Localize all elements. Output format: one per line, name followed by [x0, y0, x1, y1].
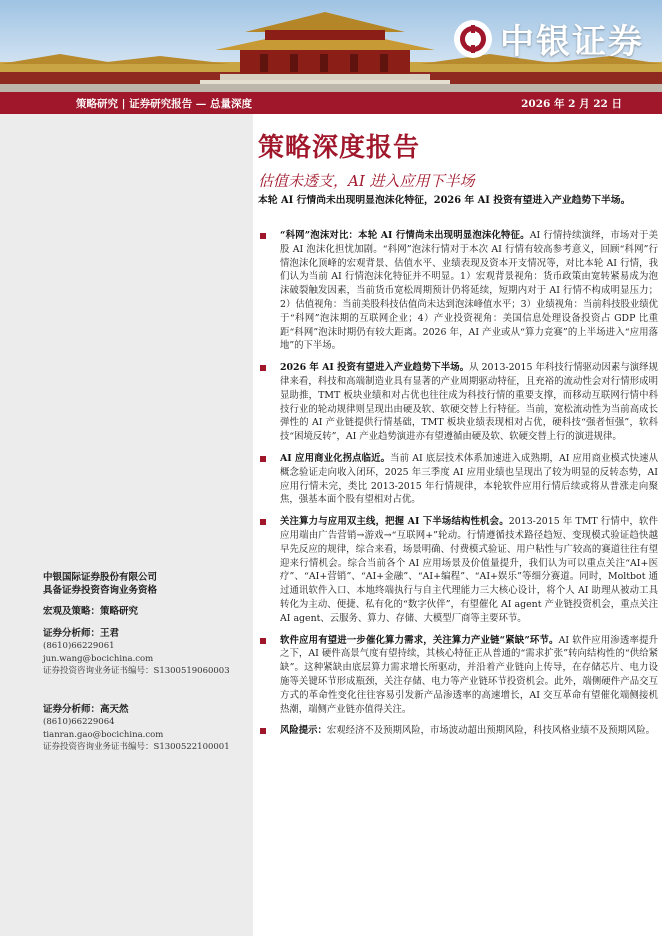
report-category: 策略研究 | 证券研究报告 — 总量深度	[76, 97, 252, 110]
list-item	[258, 452, 658, 507]
bullet-square-icon	[260, 456, 266, 462]
key-points	[258, 229, 658, 746]
header-bar	[40, 92, 662, 114]
license-statement: 具备证券投资咨询业务资格	[43, 584, 158, 596]
list-item	[258, 515, 658, 625]
bullet-lead: 2026 年 AI 投资有望进入产业趋势下半场。	[280, 362, 470, 374]
sidebar	[0, 114, 253, 936]
bullet-square-icon	[260, 365, 266, 371]
brand-lockup	[454, 14, 644, 63]
analyst-card	[43, 628, 248, 678]
bullet-lead: 关注算力与应用双主线，把握 AI 下半场结构性机会。	[280, 516, 509, 528]
brand-name: 中银证券	[500, 22, 644, 62]
bullet-square-icon	[260, 233, 266, 239]
analyst-email[interactable]: jun.wang@bocichina.com	[43, 653, 154, 664]
bullet-square-icon	[260, 519, 266, 525]
analyst-email[interactable]: tianran.gao@bocichina.com	[43, 729, 164, 740]
bullet-lead: “科网”泡沫对比：本轮 AI 行情尚未出现明显泡沫化特征。	[280, 230, 530, 241]
report-date: 2026 年 2 月 22 日	[521, 97, 622, 110]
bullet-lead: AI 应用商业化拐点临近。	[280, 452, 391, 464]
analyst-cert: 证券投资咨询业务证书编号：S1300522100001	[43, 742, 230, 752]
analyst-phone: (8610)66229064	[43, 717, 115, 727]
analyst-cert: 证券投资咨询业务证书编号：S1300519060003	[43, 666, 230, 676]
analyst-card	[43, 704, 248, 754]
header-bar-left-strip	[0, 92, 40, 114]
analyst-phone: (8610)66229061	[43, 641, 115, 651]
bullet-body: 宏观经济不及预期风险，市场波动超出预期风险，科技风格业绩不及预期风险。	[326, 725, 656, 737]
list-item	[258, 229, 658, 353]
bullet-body: 当前 AI 底层技术体系加速进入成熟期，AI 应用商业模式快速从概念验证走向收入闭环，2025 年三季度 AI 应用业绩也呈现出了较为明显的反转态势，AI 应用行情未完，类比 2013-2015 年行情规律，本轮软件应用行情后续或将从普涨走向聚焦，强基本面个股有望相对占优。	[280, 452, 658, 506]
bank-of-china-logo-icon	[454, 20, 492, 58]
bullet-square-icon	[260, 638, 266, 644]
list-item	[258, 724, 658, 738]
bullet-lead: 风险提示：	[280, 725, 327, 737]
page-subtitle: 估值未透支，AI 进入应用下半场	[258, 172, 475, 190]
sector-label: 宏观及策略：策略研究	[43, 606, 139, 617]
page-title: 策略深度报告	[258, 133, 421, 163]
list-item	[258, 361, 658, 444]
bullet-square-icon	[260, 728, 266, 734]
bullet-body: AI 软件应用渗透率提升之下，AI 硬件高景气度有望持续，其核心特征正从普通的“需求扩张”转向结构性的“供给紧缺”。这种紧缺由底层算力需求增长所驱动，并沿着产业链向上传导，在存储芯片、电力设施等关键环节形成瓶颈，关注存储、电力等产业链环节投资机会。此外，端侧硬件产品交互方式的革命性变化往往容易引发新产品渗透率的高速增长，AI 交互革命有望催化端侧接机热潮，端侧产业链亦值得关注。	[280, 634, 658, 715]
list-item	[258, 634, 658, 717]
header-banner	[0, 0, 662, 92]
bullet-body: 从 2013-2015 年科技行情驱动因素与演绎规律来看，科技和高端制造业具有显著的产业周期驱动特征，且充裕的流动性会对行情形成明显助推，TMT 板块业绩和对占优也往往成为科技行情的重要支撑，而移动互联网行情中科技行业的轮动规律则呈现出由硬及软、软硬交替上行特征。当前，宽松流动性为当前高成长弹性的 AI 产业链提供行情基础，TMT 板块业绩表现相对占优，硬科技“强者恒强”，软科技“困境反转”，AI 产业趋势演进亦有望遵循由硬及软、软硬交替上行的演进规律。	[280, 362, 658, 443]
company-name: 中银国际证券股份有限公司	[43, 572, 158, 583]
analyst-name: 证券分析师：王君	[43, 627, 120, 639]
bullet-lead: 软件应用有望进一步催化算力需求，关注算力产业链“紧缺”环节。	[280, 634, 559, 646]
summary: 本轮 AI 行情尚未出现明显泡沫化特征，2026 年 AI 投资有望进入产业趋势下半场。	[258, 195, 631, 206]
bullet-body: 2013-2015 年 TMT 行情中，软件应用端由广告营销→游戏→“互联网+”轮动。行情遵循技术路径趋短、变现模式验证趋快越早先反应的规律，综合来看，场景明确、付费模式验证、用户粘性与广较高的赛道往往有望迎来行情机会。综合当前各个 AI 应用场景及价值量提升，我们认为可以重点关注“AI+医疗”、“AI+营销”、“AI+金融”、“AI+编程”、“AI+娱乐”等细分赛道。同时，Moltbot 通过通讯软件入口、本地终端执行与自主代理能力三大核心设计，将个人 AI 助理从被动工具转化为主动、便捷、私有化的“数字伙伴”，有望催化 AI agent 产业链投资机会，重点关注 AI agent、云服务、算力、存储、大模型厂商等主要环节。	[280, 516, 658, 624]
sidebar-contacts	[43, 572, 248, 754]
bullet-body: AI 行情持续演绎，市场对于美股 AI 泡沫化担忧加剧。“科网”泡沫行情对于本次 AI 行情有较高参考意义，回顾“科网”行情泡沫化顶峰的宏观背景、估值水平、业绩表现及资本开支情况等，对比本轮 AI 行情，我们认为当前 AI 行情泡沫化特征并不明显。1）宏观背景视角：货币政策由宽转紧易成为泡沫破裂触发因素，当前货币宽松周期预计仍将延续，短期内对于 AI 行情不构成明显压力；2）估值视角：当前美股科技估值尚未达到泡沫峰值水平；3）业绩视角：当前科技股业绩优于“科网”泡沫期的互联网企业；4）产业投资视角：美国信息处理设备投资占 GDP 比重距“科网”泡沫时期仍有较大距离。2026 年，AI 产业或从“算力竞赛”的上半场进入“应用落地”的下半场。	[280, 230, 658, 352]
analyst-name: 证券分析师：高天然	[43, 703, 129, 715]
